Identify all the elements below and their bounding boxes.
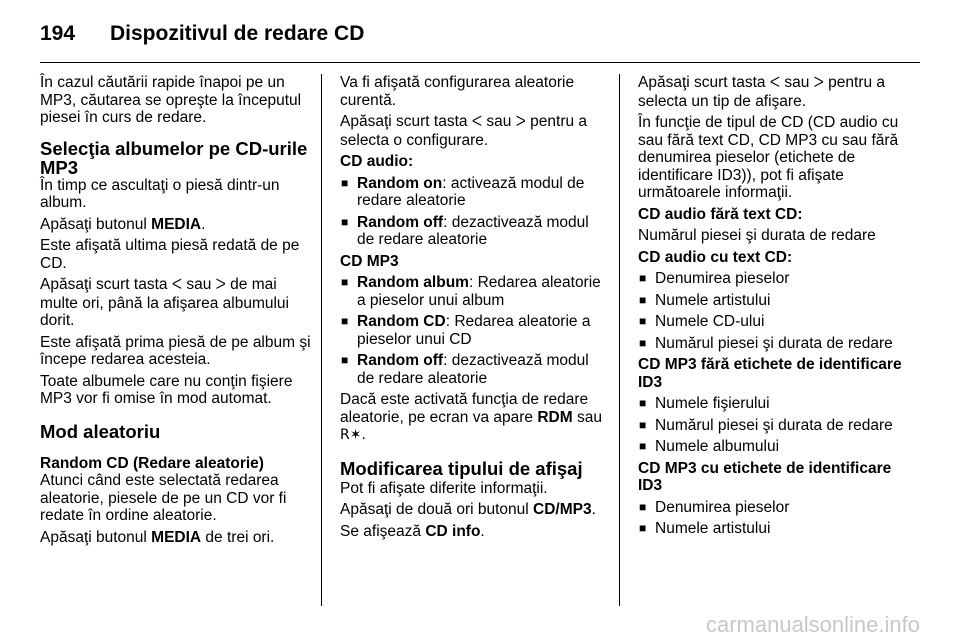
paragraph: Se afişează CD info.: [340, 522, 485, 540]
paragraph: Va fi afişată configurarea aleatorie curentă.: [340, 74, 575, 109]
paragraph: Atunci când este selectată redarea aleatorie, piesele de pe un CD vor fi redate în ordine aleatorie.: [40, 472, 287, 524]
paragraph: Pot fi afişate diferite informaţii.: [340, 479, 548, 497]
list-item: ■ Random off: dezactivează modul de redare aleatorie: [340, 214, 610, 249]
list-item: ■ Random CD: Redarea aleatorie a pieselor unui CD: [340, 313, 610, 348]
prev-arrow-icon: ᐸ: [171, 277, 183, 293]
list-item: ■ Random album: Redarea aleatorie a pieselor unui album: [340, 274, 610, 309]
subheading-cd-with-text: CD audio cu text CD:: [638, 248, 793, 266]
subheading-cd-no-text: CD audio fără text CD:: [638, 205, 803, 223]
list-item: ■ Random off: dezactivează modul de redare aleatorie: [340, 352, 610, 387]
list-item: ■ Numărul piesei şi durata de redare: [638, 417, 916, 435]
next-arrow-icon: ᐳ: [813, 75, 824, 91]
section-heading-random: Mod aleatoriu: [40, 420, 161, 442]
next-arrow-icon: ᐳ: [215, 277, 226, 293]
page-title: Dispozitivul de redare CD: [110, 22, 365, 45]
section-heading-album: Selecţia albumelor pe CD-urile MP3: [40, 137, 308, 178]
paragraph: Apăsaţi butonul MEDIA.: [40, 215, 206, 233]
column-right: [638, 74, 916, 542]
paragraph: Numărul piesei şi durata de redare: [638, 227, 876, 244]
column-middle: [340, 74, 610, 544]
cd-info-label: CD info: [425, 522, 481, 540]
prev-arrow-icon: ᐸ: [769, 75, 781, 91]
paragraph: Apăsaţi scurt tasta ᐸ sau ᐳ pentru a selecta o configurare.: [340, 113, 588, 149]
section-heading-display: Modificarea tipului de afişaj: [340, 457, 583, 479]
paragraph: Este afişată ultima piesă redată de pe CD.: [40, 237, 300, 272]
list-item: ■ Random on: activează modul de redare aleatorie: [340, 175, 610, 210]
paragraph: În cazul căutării rapide înapoi pe un MP3, căutarea se opreşte la începutul piesei în curs de redare.: [40, 74, 302, 126]
subheading-cd-mp3: CD MP3: [340, 252, 399, 270]
page-number: 194: [40, 22, 76, 45]
list-item: ■ Denumirea pieselor: [638, 499, 916, 517]
random-play-icon: R✶: [340, 427, 362, 443]
media-button-label: MEDIA: [151, 528, 202, 546]
list-item: ■ Numele artistului: [638, 520, 916, 538]
cd-mp3-button-label: CD/MP3: [533, 501, 592, 518]
column-divider: [619, 74, 620, 606]
rdm-indicator: RDM: [537, 408, 573, 426]
subheading-mp3-id3: CD MP3 cu etichete de identificare ID3: [638, 459, 892, 494]
list-item: ■ Numele fişierului: [638, 395, 916, 413]
paragraph: În funcţie de tipul de CD (CD audio cu sau fără text CD, CD MP3 cu sau fără denumirea pieselor (etichete de identificare ID3)), pot fi afişate următoarele informaţii.: [638, 114, 899, 201]
list-item: ■ Numele artistului: [638, 292, 916, 310]
paragraph: În timp ce ascultaţi o piesă dintr-un album.: [40, 176, 280, 211]
list-item: ■ Numele albumului: [638, 438, 916, 456]
prev-arrow-icon: ᐸ: [471, 114, 483, 130]
watermark: carmanualsonline.info: [705, 612, 920, 637]
paragraph: Apăsaţi de două ori butonul CD/MP3.: [340, 501, 596, 518]
list-item: ■ Denumirea pieselor: [638, 270, 916, 288]
next-arrow-icon: ᐳ: [515, 114, 526, 130]
media-button-label: MEDIA: [151, 215, 202, 233]
paragraph: Apăsaţi scurt tasta ᐸ sau ᐳ de mai multe ori, până la afişarea albumului dorit.: [40, 276, 289, 329]
subheading-cd-audio: CD audio:: [340, 153, 414, 170]
paragraph: Este afişată prima piesă de pe album şi începe redarea acesteia.: [40, 333, 311, 368]
column-left: [40, 74, 312, 550]
paragraph: Toate albumele care nu conţin fişiere MP3 vor fi omise în mod automat.: [40, 372, 293, 407]
column-divider: [321, 74, 322, 606]
page-header: [40, 16, 364, 52]
subheading-mp3-no-id3: CD MP3 fără etichete de identificare ID3: [638, 356, 902, 391]
subheading-random-cd: Random CD (Redare aleatorie): [40, 454, 264, 472]
header-rule: [40, 62, 920, 63]
list-item: ■ Numele CD-ului: [638, 313, 916, 331]
paragraph: Apăsaţi butonul MEDIA de trei ori.: [40, 528, 275, 546]
list-item: ■ Numărul piesei şi durata de redare: [638, 335, 916, 353]
paragraph: Dacă este activată funcţia de redare aleatorie, pe ecran va apare RDM sau R✶.: [340, 391, 602, 443]
paragraph: Apăsaţi scurt tasta ᐸ sau ᐳ pentru a selecta un tip de afişare.: [638, 74, 886, 110]
